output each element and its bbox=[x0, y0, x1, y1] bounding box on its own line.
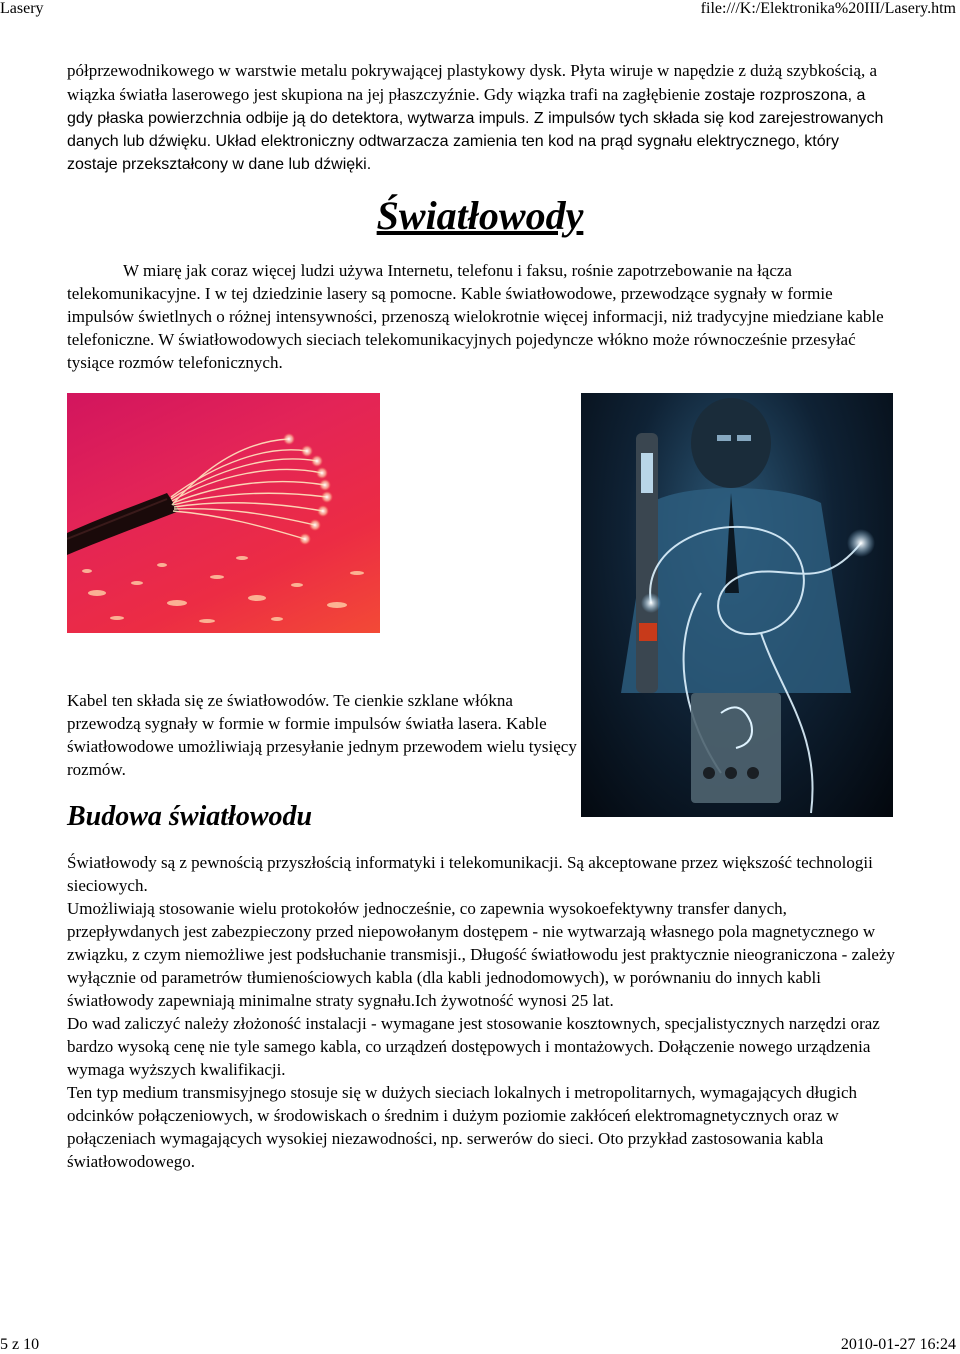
subsection-title: Budowa światłowodu bbox=[67, 801, 313, 832]
cd-paragraph bbox=[67, 59, 893, 176]
image-caption: Kabel ten składa się ze światłowodów. Te cienkie szklane włókna przewodzą sygnały w formie w formie impulsów światła lasera. Kable światłowodowe umożliwiają przesyłanie jednym przewodem wielu tysięcy rozmów. bbox=[67, 691, 577, 779]
cd-paragraph-end: zostaje rozproszona, a gdy płaska powierzchnia odbije ją do detektora, wytwarza impuls. Z impulsów tych składa się kod zarejestrowanych danych lub dźwięku. Układ elektroniczny odtwarzacza zamienia ten kod na prąd sygnału elektrycznego, który zostaje przekształcony w dane lub dźwięki. bbox=[67, 87, 884, 173]
body-text bbox=[67, 851, 897, 1173]
body-paragraph: Do wad zaliczyć należy złożoność instalacji - wymagane jest stosowanie kosztownych, specjalistycznych narzędzi oraz bardzo wysoką cenę nie tyle samego kabla, co urządzeń dostępowych i montażowych. Dołączenie nowego urządzenia wymaga wyższych kwalifikacji. bbox=[67, 1014, 880, 1079]
technician-with-fiber-photo bbox=[581, 393, 893, 817]
body-paragraph: Ten typ medium transmisyjnego stosuje się w dużych sieciach lokalnych i metropolitarnych, wymagających długich odcinków połączeniowych, w środowiskach o średnim i dużym poziomie zakłóceń elektromagnetycznych oraz w połączeniach wymagających wysokiej niezawodności, np. serwerów do sieci. Oto przykład zastosowania kabla światłowodowego. bbox=[67, 1083, 858, 1171]
body-paragraph: Umożliwiają stosowanie wielu protokołów jednocześnie, co zapewnia wysokoefektywny transfer danych, przepływdanych jest zabezpieczony przed niepowołanym dostępem - nie wytwarzają własnego pola magnetycznego w związku, z czym niemożliwe jest podsłuchanie transmisji., Długość światłowodu jest praktycznie nieograniczona - zależy wyłącznie od parametrów tłumienościowych kabla (dla kabli jednodomowych), w porównaniu do innych kabli światłowody zapewniają minimalne straty sygnału.Ich żywotność wynosi 25 lat. bbox=[67, 899, 896, 1010]
cd-paragraph-start: półprzewodnikowego w warstwie metalu pokrywającej plastykowy dysk. Płyta wiruje w napędzie z dużą szybkością, a wiązka światła laserowego jest skupiona na jej płaszczyźnie. Gdy wiązka trafi na zagłębienie bbox=[67, 61, 878, 104]
fiber-bundle-photo bbox=[67, 393, 380, 633]
intro-text: W miarę jak coraz więcej ludzi używa Internetu, telefonu i faksu, rośnie zapotrzebowanie na łącza telekomunikacyjne. I w tej dziedzinie lasery są pomocne. Kable światłowodowe, przewodzące sygnały w formie impulsów świetlnych o różnej intensywności, przenoszą wielokrotnie więcej informacji, niż tradycyjne miedziane kable telefoniczne. W światłowodowych sieciach telekomunikacyjnych pojedyncze włókno może równocześnie przesyłać tysiące rozmów telefonicznych. bbox=[67, 261, 884, 372]
intro-paragraph bbox=[67, 259, 897, 374]
page-number: 5 z 10 bbox=[0, 1336, 40, 1353]
header-url: file:///K:/Elektronika%20III/Lasery.htm bbox=[700, 0, 956, 17]
print-datetime: 2010-01-27 16:24 bbox=[840, 1336, 956, 1353]
body-paragraph: Światłowody są z pewnością przyszłością informatyki i telekomunikacji. Są akceptowane przez większość technologii sieciowych. bbox=[67, 853, 873, 895]
header-title: Lasery bbox=[0, 0, 44, 17]
section-title: Światłowody bbox=[376, 193, 584, 238]
